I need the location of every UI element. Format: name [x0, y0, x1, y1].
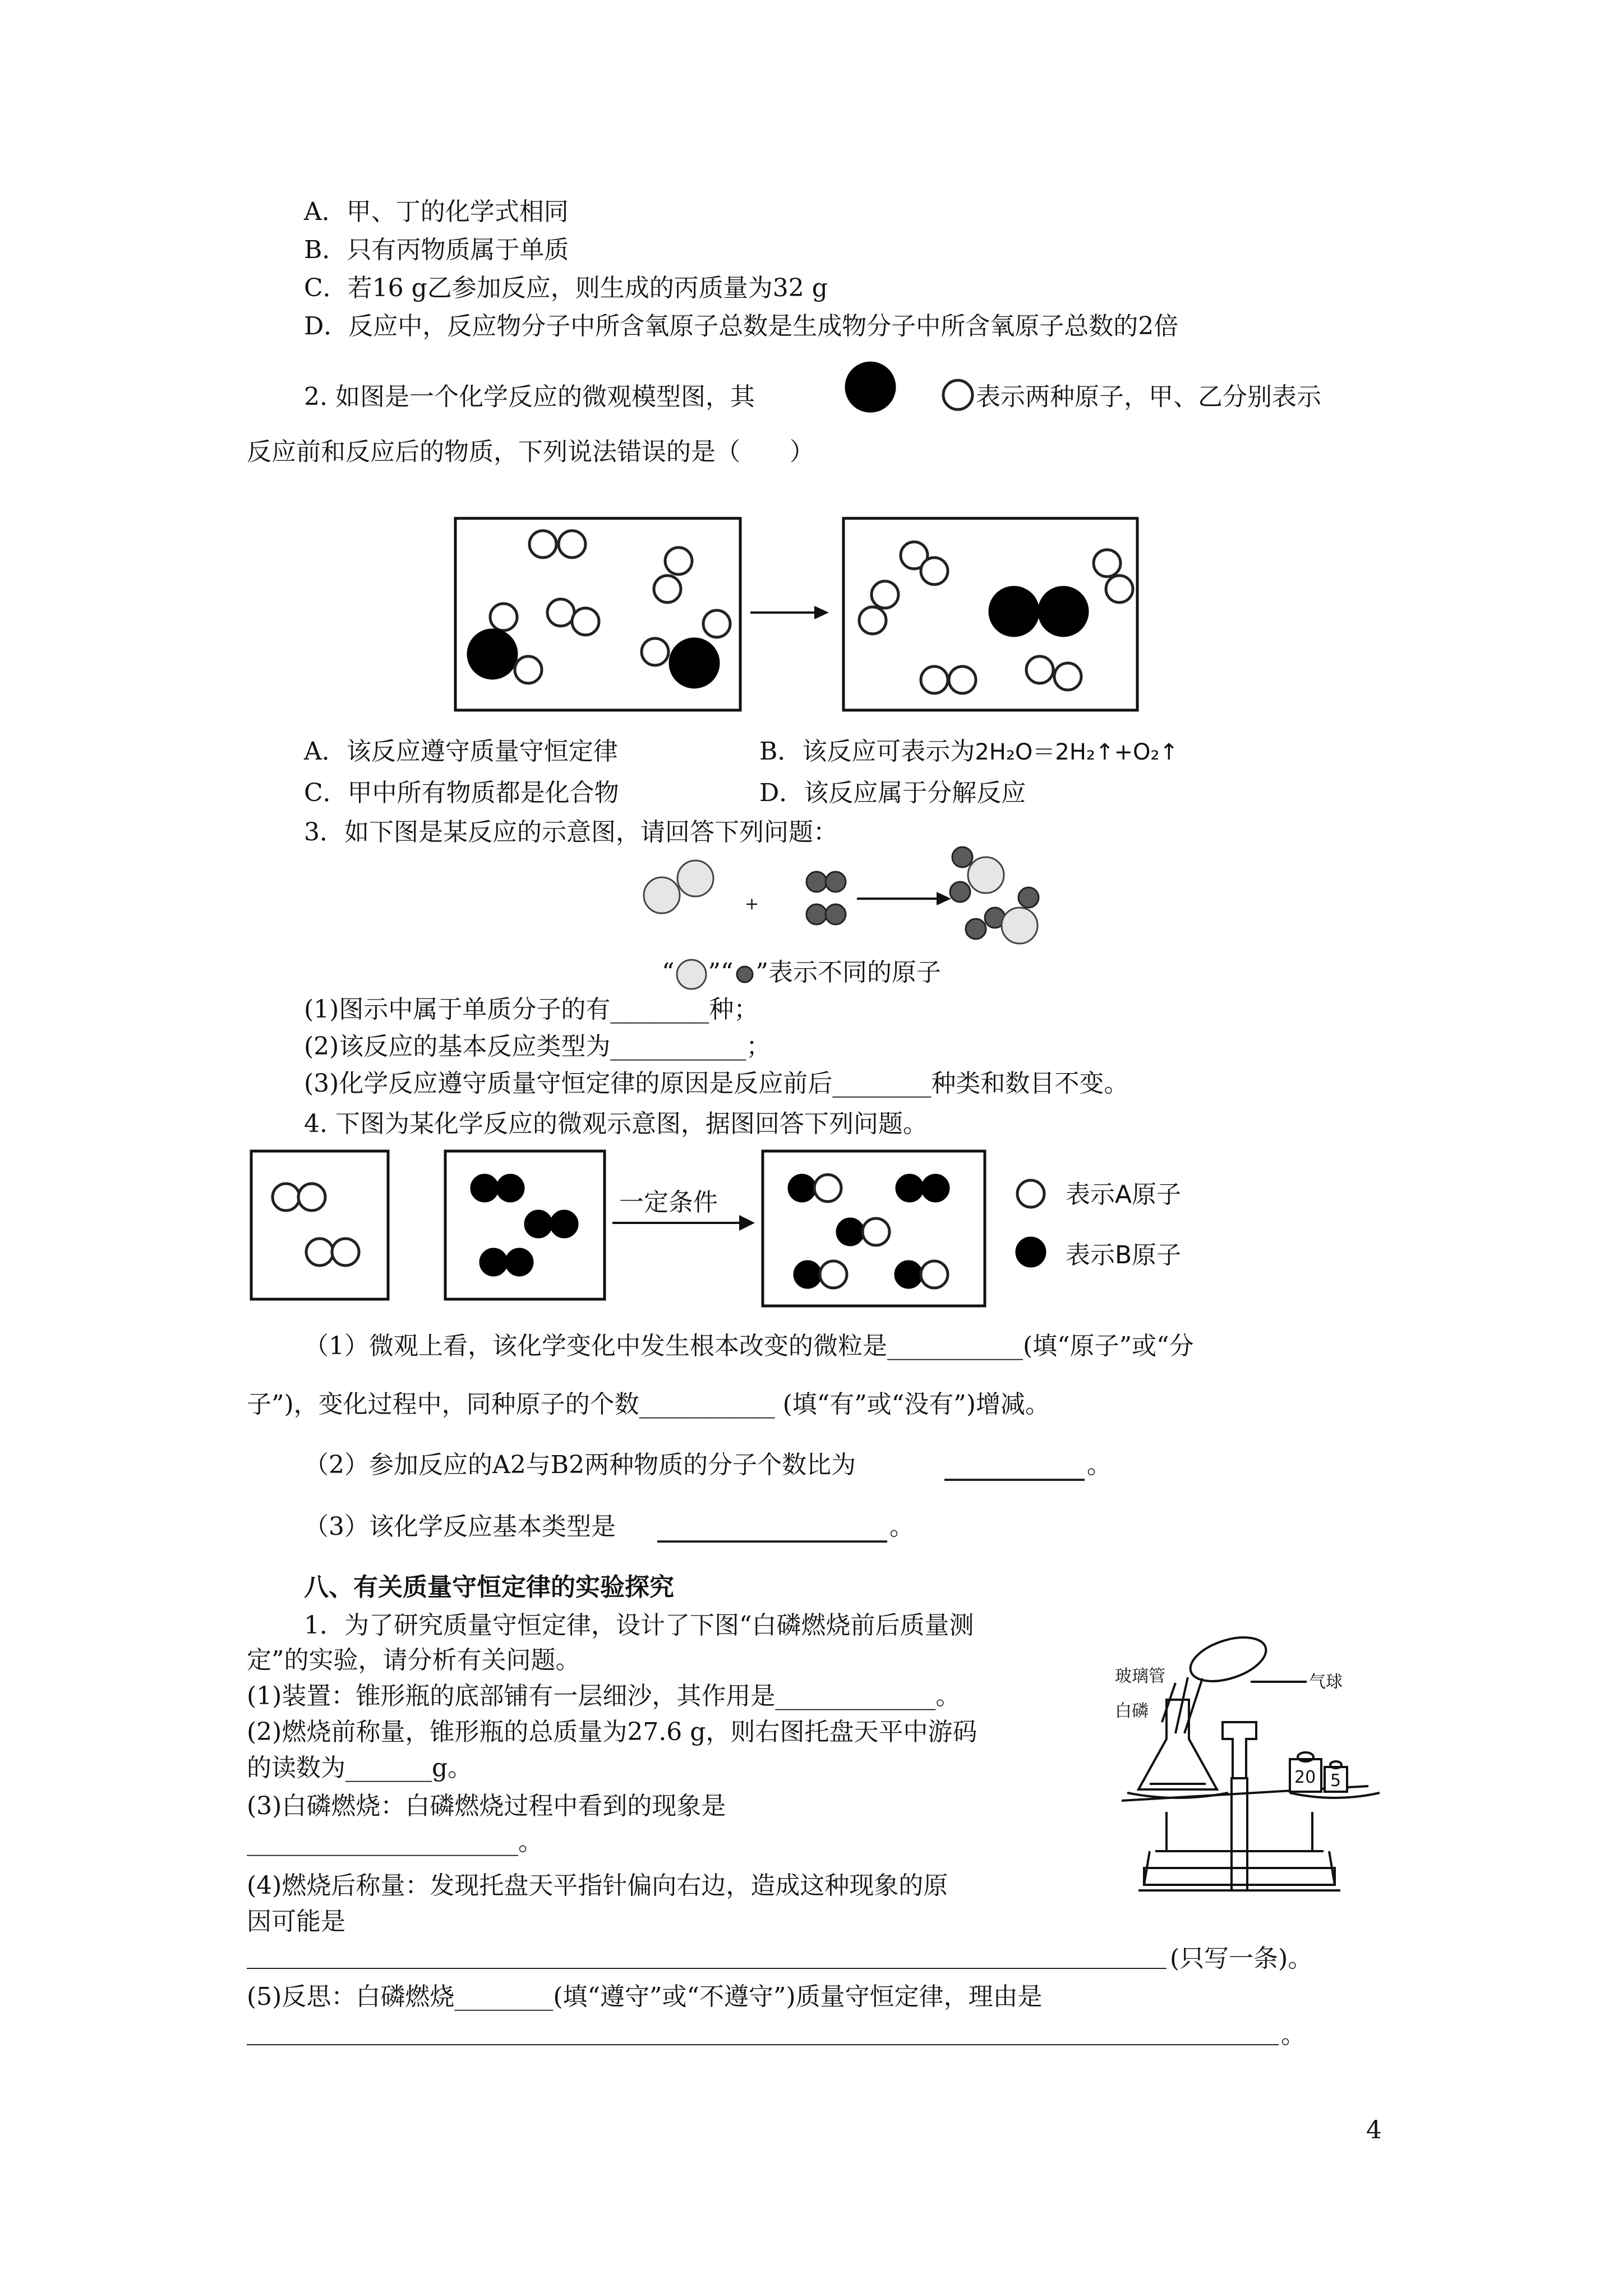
balloon-label: 气球 — [1309, 1672, 1343, 1692]
q4-box-a2 — [251, 1151, 388, 1299]
atom — [968, 857, 1004, 893]
q2-arrow-head — [814, 606, 829, 619]
black-atom-b-icon — [1016, 1237, 1045, 1267]
atom — [654, 576, 681, 602]
atom — [820, 1261, 847, 1288]
q1-option-b: B．只有丙物质属于单质 — [304, 236, 569, 264]
q2-option-a: A．该反应遵守质量守恒定律 — [304, 737, 618, 766]
q2-option-b — [759, 736, 1178, 768]
atom — [559, 531, 585, 558]
grey-large-atom-icon — [675, 958, 708, 991]
q4-part1-a: （1）微观上看，该化学变化中发生根本改变的微粒是___________(填“原子”或“分 — [304, 1332, 1194, 1360]
atom — [989, 587, 1039, 636]
atom — [551, 1211, 578, 1237]
atom — [665, 547, 692, 574]
q2-option-c: C．甲中所有物质都是化合物 — [304, 779, 619, 807]
q4-arrow-label: 一定条件 — [619, 1188, 718, 1217]
atom — [859, 607, 886, 634]
atom — [1002, 908, 1038, 944]
q3-legend-q1: “ — [662, 958, 675, 987]
atom — [572, 608, 599, 635]
atom — [1026, 656, 1053, 683]
atom — [677, 861, 713, 896]
atom — [703, 610, 730, 637]
q3-part2: (2)该反应的基本反应类型为___________； — [304, 1032, 771, 1061]
atom — [806, 904, 827, 924]
section8-title: 八、有关质量守恒定律的实验探究 — [304, 1573, 674, 1602]
atom — [644, 877, 680, 913]
q4-stem: 4. 下图为某化学反应的微观示意图，据图回答下列问题。 — [304, 1110, 928, 1138]
atom — [529, 531, 556, 558]
atom — [814, 1175, 841, 1202]
q4-part1-b: 子”)，变化过程中，同种原子的个数___________ (填“有”或“没有”)增减。 — [247, 1390, 1050, 1419]
q3-legend-q2: ”“ — [708, 958, 734, 987]
phosphorus-label: 白磷 — [1115, 1701, 1149, 1721]
atom — [490, 604, 517, 631]
section8-line1: 1．为了研究质量守恒定律，设计了下图“白磷燃烧前后质量测 — [304, 1611, 974, 1640]
atom — [273, 1184, 299, 1211]
section8-line6: (3)白磷燃烧：白磷燃烧过程中看到的现象是 — [247, 1792, 726, 1820]
white-atom-a-icon — [1017, 1180, 1044, 1207]
q3-stem: 3．如下图是某反应的示意图，请回答下列问题： — [304, 818, 838, 846]
atom — [922, 1175, 949, 1202]
section8-line10-end: (只写一条)。 — [1170, 1944, 1313, 1973]
atom — [794, 1261, 821, 1288]
section8-line8: (4)燃烧后称量：发现托盘天平指针偏向右边，造成这种现象的原 — [247, 1871, 948, 1900]
atom — [471, 1175, 498, 1202]
atom — [547, 599, 574, 626]
atom — [895, 1261, 922, 1288]
q4-part3-blank — [657, 1540, 887, 1543]
section8-line9: 因可能是 — [247, 1907, 345, 1936]
q3-legend-q3: ”表示不同的原子 — [755, 958, 941, 987]
atom — [670, 638, 719, 688]
atom — [826, 904, 846, 924]
black-atom-icon — [846, 362, 895, 412]
grey-small-atom-icon — [734, 963, 756, 986]
atom — [642, 638, 668, 665]
q3-legend — [662, 957, 941, 991]
q3-part1: (1)图示中属于单质分子的有________种； — [304, 995, 759, 1024]
q1-option-c: C．若16 g乙参加反应，则生成的丙质量为32 g — [304, 274, 828, 302]
q4-arrow-head — [739, 1215, 755, 1231]
atom — [826, 872, 846, 892]
q2-stem-a: 2. 如图是一个化学反应的微观模型图，其 — [304, 383, 755, 411]
atom — [525, 1211, 552, 1237]
atom — [1054, 663, 1081, 690]
atom — [1094, 550, 1121, 577]
atom — [789, 1175, 815, 1202]
atom — [950, 882, 970, 902]
page-number: 4 — [1366, 2116, 1382, 2145]
section8-line12-blank — [247, 2044, 1279, 2045]
atom — [806, 872, 827, 892]
weight-5-label: 5 — [1330, 1771, 1341, 1791]
q4-legend-a: 表示A原子 — [1066, 1180, 1182, 1209]
atom — [1018, 887, 1039, 908]
section8-line2: 定”的实验，请分析有关问题。 — [247, 1646, 580, 1674]
atom — [921, 558, 948, 585]
atom — [896, 1175, 923, 1202]
q4-part2-end: 。 — [1087, 1451, 1112, 1479]
q2-option-b-prefix: B．该反应可表示为 — [759, 737, 975, 766]
atom — [921, 1261, 948, 1288]
atom — [332, 1239, 359, 1266]
q2-stem-b: 表示两种原子，甲、乙分别表示 — [976, 383, 1321, 411]
atom — [837, 1218, 864, 1245]
atom — [1039, 587, 1088, 636]
q1-option-a: A．甲、丁的化学式相同 — [304, 197, 569, 226]
q2-option-d: D．该反应属于分解反应 — [759, 779, 1026, 807]
q2-option-b-formula: 2H₂O＝2H₂↑+O₂↑ — [975, 739, 1179, 765]
q3-part3: (3)化学反应遵守质量守恒定律的原因是反应前后________种类和数目不变。 — [304, 1069, 1129, 1098]
atom — [480, 1249, 507, 1276]
glass-tube-label: 玻璃管 — [1115, 1667, 1165, 1686]
atom — [497, 1175, 524, 1202]
atom — [872, 581, 898, 608]
q4-legend-b: 表示B原子 — [1066, 1241, 1182, 1269]
atom — [506, 1249, 533, 1276]
q4-part2: （2）参加反应的A2与B2两种物质的分子个数比为 — [304, 1451, 856, 1479]
atom — [863, 1218, 889, 1245]
section8-line12-end: 。 — [1281, 2021, 1306, 2049]
atom — [298, 1184, 325, 1211]
q2-stem-c: 反应前和反应后的物质，下列说法错误的是（ ） — [247, 438, 814, 466]
q3-plus: + — [745, 894, 759, 914]
atom — [515, 656, 542, 683]
q3-arrow-head — [937, 892, 951, 905]
section8-line7: ______________________。 — [247, 1828, 543, 1856]
white-atom-icon — [943, 380, 972, 409]
section8-line11: (5)反思：白磷燃烧________(填“遵守”或“不遵守”)质量守恒定律，理由是 — [247, 1982, 1043, 2011]
atom — [306, 1239, 333, 1266]
weight-20-label: 20 — [1294, 1768, 1316, 1787]
q4-part2-blank — [944, 1479, 1085, 1481]
atom — [966, 919, 986, 939]
q4-part3-end: 。 — [889, 1512, 914, 1541]
balloon-icon — [1185, 1629, 1271, 1690]
q1-option-d: D．反应中，反应物分子中所含氧原子总数是生成物分子中所含氧原子总数的2倍 — [304, 312, 1179, 341]
atom — [1106, 576, 1133, 602]
atom — [921, 666, 948, 693]
atom — [468, 629, 517, 679]
atom — [952, 847, 972, 867]
section8-line4: (2)燃烧前称量，锥形瓶的总质量为27.6 g，则右图托盘天平中游码 — [247, 1718, 978, 1746]
section8-line10-blank — [247, 1968, 1166, 1969]
section8-line3: (1)装置：锥形瓶的底部铺有一层细沙，其作用是_____________。 — [247, 1682, 961, 1710]
atom — [949, 666, 976, 693]
q4-part3: （3）该化学反应基本类型是 — [304, 1512, 616, 1541]
section8-line5: 的读数为_______g。 — [247, 1754, 473, 1782]
